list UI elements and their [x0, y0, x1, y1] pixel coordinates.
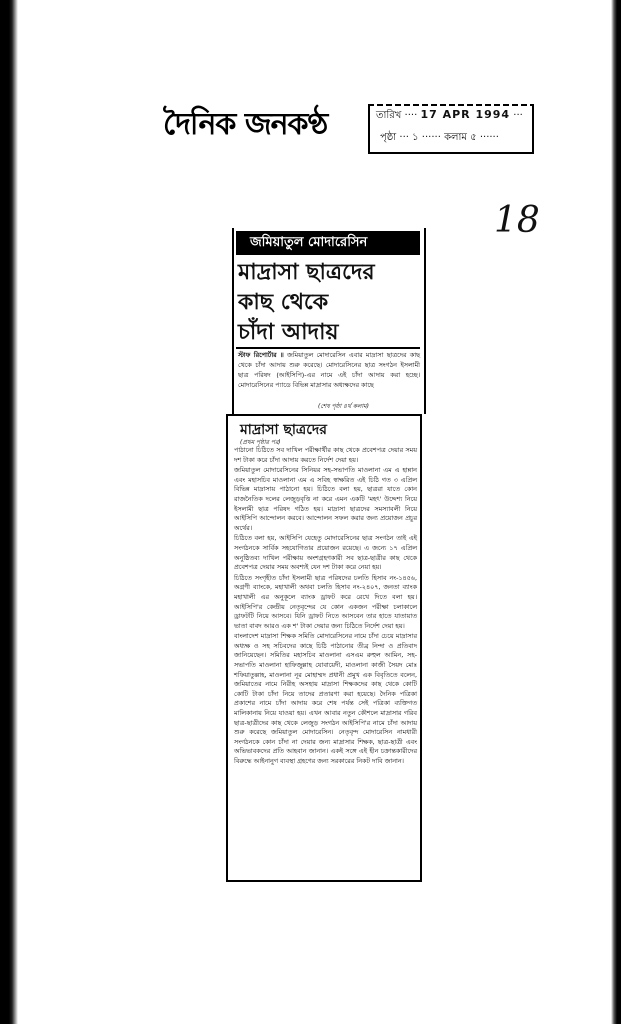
article-paragraph: বাংলাদেশ মাদ্রাসা শিক্ষক সমিতি মোদারেসিনের নামে চাঁদা চেয়ে মাদ্রাসার অধ্যক্ষ ও সহ সচিবদের কাছে চিঠি পাঠানোর তীব্র নিন্দা ও প্রতিবাদ জানিয়েছেন। সমিতির মহাসচিব মাওলানা এসএম রুহুল আমিন, সহ-সভাপতি মাওলানা হাফিজুল্লাহ যোবায়েদী, মাওলানা কাজী সৈয়দ মোঃ শফিয়াতুল্লাহ, মাওলানা নূর মোহাম্মদ প্রধানী প্রমুখ এক বিবৃতিতে বলেন, জমিয়াতের নামে নিরীহ অসহায় মাদ্রাসা শিক্ষকদের কাছ থেকে কোটি কোটি টাকা চাঁদা নিয়ে তাদের প্রতারণা করা হয়েছে। দৈনিক পত্রিকা প্রকাশের নামে চাঁদা আদায় করে শেষ পর্যন্ত সেই পত্রিকা ব্যক্তিগত মালিকানায় নিয়ে যাওয়া হয়। এখন আবার নতুন কৌশলে মাদ্রাসার গরিব ছাত্র-ছাত্রীদের কাছ থেকে লেজুড় সংগঠন আইসিপি'র নামে চাঁদা আদায় শুরু করেছে জমিয়াতুল মোদারেসিন। নেতৃবৃন্দ মোদারেসিন নামধারী সংগঠনকে কোন চাঁদা না দেয়ার জন্য মাদ্রাসার শিক্ষক, ছাত্র-ছাত্রী এবং অভিভাবকদের প্রতি আহবান জানান। একই সঙ্গে এই হীন চক্রান্তকারীদের বিরুদ্ধে আইনানুগ ব্যবস্থা গ্রহণের জন্য সরকারের নিকট দাবি জানান।: [234, 632, 417, 765]
stamp-page-value: ১: [412, 132, 419, 143]
newspaper-name: দৈনিক জনকণ্ঠ: [163, 107, 328, 142]
article-banner: জমিয়াতুল মোদারেসিন: [236, 231, 420, 255]
article-lead: [238, 350, 420, 390]
article-byline: স্টাফ রিপোর্টার ॥: [238, 351, 284, 359]
article-body: [234, 446, 417, 768]
headline-rule: [236, 347, 420, 349]
continuation-note: (প্রথম পৃষ্ঠার পর): [240, 439, 281, 446]
scan-left-edge: [0, 0, 18, 1024]
scan-right-edge: [611, 0, 621, 1024]
headline-line: চাঁদা আদায়: [238, 320, 339, 345]
stamp-page-row: পৃষ্ঠা ··· ১ ······ কলাম ৫ ······: [380, 132, 499, 143]
article-paragraph: চিঠিতে সংগৃহীত চাঁদা ইসলামী ছাত্র পরিষদের চলতি হিসাব নং-১৪৫৬, অগ্রণী ব্যাংকে, মহাখালী অথবা চলতি হিসাব নং-২৪০৭, জনতা ব্যাংক মহাখালী এর অনুকূলে ব্যাংক ড্রাফট করে রেখে দিতে বলা হয়। আইসিপি'র কেন্দ্রীয় নেতৃবৃন্দের যে কোন একজন পরীক্ষা চলাকালে ড্রাফটটি নিয়ে আসবে। যিনি ড্রাফট নিতে আসবেন তার হাতে যাতায়াত ভাতা বাবদ আরও এক শ' টাকা দেয়ার জন্য চিঠিতে নির্দেশ দেয়া হয়।: [234, 573, 417, 630]
handwritten-number: 18: [494, 200, 540, 241]
date-stamp: [368, 104, 534, 154]
article-paragraph: জমিয়াতুল মোদারেসিনের সিনিয়র সহ-সভাপতি মাওলানা এম এ হান্নান এবং মহাসচিব মাওলানা এম এ সবিহ স্বাক্ষরিত এই চিঠি গত ৩ এপ্রিল বিভিন্ন মাদ্রাসায় পাঠানো হয়। চিঠিতে বলা হয়, ছাত্ররা যাতে কোন রাজনৈতিক দলের লেজুড়বৃত্তি না করে এমন একটি 'মহৎ' উদ্দেশ্য নিয়ে ইসলামী ছাত্র পরিষদ গঠিত হয়। মাদ্রাসা ছাত্রদের সমস্যাবলী নিয়ে আইসিপি আন্দোলন করবে। আন্দোলন সফল করার জন্য প্রয়োজন প্রচুর অর্থের।: [234, 466, 417, 532]
article-headline: [238, 258, 420, 348]
stamp-page-label: পৃষ্ঠা: [380, 132, 397, 143]
stamp-column-label: কলাম: [444, 132, 467, 143]
stamp-date-value: 17 APR 1994: [420, 108, 511, 121]
headline-line: মাদ্রাসা ছাত্রদের: [238, 260, 375, 285]
continuation-heading: মাদ্রাসা ছাত্রদের: [240, 422, 327, 438]
stamp-date-row: তারিখ ···· 17 APR 1994 ···: [376, 108, 523, 121]
headline-line: কাছ থেকে: [238, 290, 329, 315]
stamp-date-label: তারিখ: [376, 110, 402, 121]
article-paragraph: চিঠিতে বলা হয়, আইসিপি যেহেতু মোদারেসিনের ছাত্র সংগঠন তাই এই সংগঠনকে সার্বিক সহযোগিতার প্রয়োজন রয়েছে। এ জন্যে ১৭ এপ্রিল অনুষ্ঠিতব্য দাখিল পরীক্ষায় অংশগ্রহণকারী সব ছাত্র-ছাত্রীর কাছ থেকে প্রবেশপত্র দেয়ার সময় অবশ্যই যেন দশ টাকা করে নেয়া হয়।: [234, 534, 417, 572]
continued-note: (শেষ পৃষ্ঠা ৪র্থ কলাম): [318, 403, 369, 410]
stamp-column-value: ৫: [470, 132, 477, 143]
article-paragraph: পাঠানো চিঠিতে সব দাখিল পরীক্ষার্থীর কাছ থেকে প্রবেশপত্র দেয়ার সময় দশ টাকা করে চাঁদা আদায় করতে নির্দেশ দেয়া হয়।: [234, 446, 417, 464]
article-lead-text: জমিয়াতুল মোদারেসিন এবার মাদ্রাসা ছাত্রদের কাছ থেকে চাঁদা আদায় শুরু করেছে। মোদারেসিনের ছাত্র সংগঠন ইসলামী ছাত্র পরিষদ (আইসিপি)-এর নামে এই চাঁদা আদায় করা হচ্ছে। মোদারেসিনের প্যাডে বিভিন্ন মাদ্রাসার অধ্যক্ষদের কাছে: [238, 351, 420, 389]
